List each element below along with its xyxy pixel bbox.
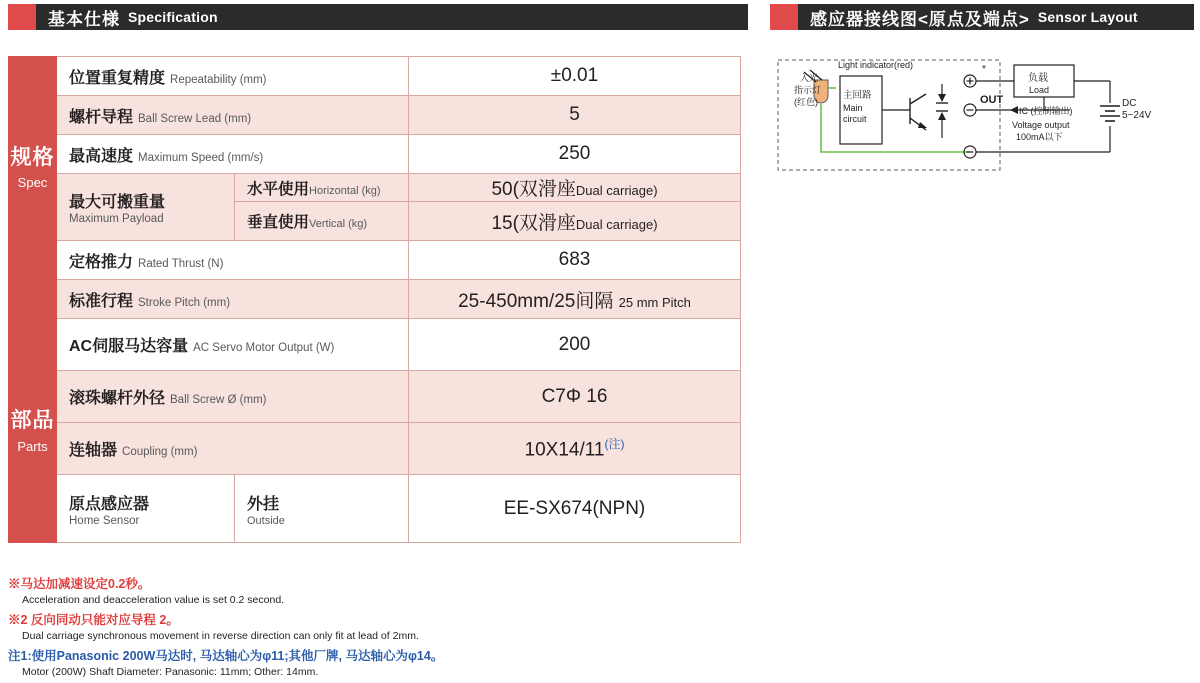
label-load-cn: 负载 <box>1028 73 1048 84</box>
label-cn: 定格推力 <box>69 253 134 271</box>
sensor-layout-diagram <box>770 48 1194 198</box>
value-main: 10X14/11 <box>524 439 605 461</box>
note-1-en: Acceleration and deacceleration value is set 0.2 second. <box>22 594 285 606</box>
diode-2 <box>938 112 946 120</box>
label-en: AC Servo Motor Output (W) <box>193 342 335 354</box>
group-label-en: Spec <box>17 175 48 191</box>
group-cell-spec <box>9 57 57 280</box>
value-payload-horizontal <box>409 174 741 202</box>
spec-header-title-cn: 基本仕様 <box>48 9 120 29</box>
sensor-section-header <box>770 4 1194 30</box>
value-maximum-speed: 250 <box>409 135 741 174</box>
note-3-en: Motor (200W) Shaft Diameter: Panasonic: 11mm; Other: 14mm. <box>22 666 319 678</box>
transistor-arrow <box>918 122 927 128</box>
label-en: Maximum Payload <box>69 213 164 225</box>
label-voltage-output: Voltage output <box>1012 120 1070 130</box>
label-light-indicator-cn2: 指示灯 <box>794 85 822 95</box>
group-cell-spec-continued <box>9 280 57 319</box>
value-ball-screw-lead: 5 <box>409 96 741 135</box>
row-label-coupling <box>57 423 409 475</box>
label-en: Maximum Speed (mm/s) <box>138 151 264 164</box>
table-row <box>9 241 741 280</box>
value-ac-servo-motor-output: 200 <box>409 319 741 371</box>
group-label-en: Parts <box>17 439 48 455</box>
note-2-cn: ※2 反向同动只能对应导程 2。 <box>8 613 179 627</box>
group-cell-parts <box>9 319 57 543</box>
label-en: Ball Screw Lead (mm) <box>138 112 252 125</box>
label-main-circuit-cn: 主回路 <box>843 90 872 101</box>
sensor-header-title-cn: 感应器接线图<原点及端点> <box>810 9 1030 29</box>
sensor-header-title-box <box>798 4 1194 30</box>
row-label-maximum-speed <box>57 135 409 174</box>
value-main: 50(双滑座 <box>491 179 576 200</box>
row-label-home-sensor <box>57 475 235 543</box>
label-cn: 连轴器 <box>69 442 118 459</box>
value-note-ref: (注) <box>604 437 625 452</box>
note-3-cn: 注1:使用Panasonic 200W马达时, 马达轴心为φ11;其他厂牌, 马达轴心为φ14。 <box>8 649 444 663</box>
value-stroke-pitch <box>409 280 741 319</box>
label-cn: 最大可搬重量 <box>69 194 166 211</box>
label-light-indicator-cn: 入光 <box>800 73 819 83</box>
sub-label-horizontal <box>235 174 409 202</box>
label-cn: 螺杆导程 <box>69 108 134 126</box>
value-payload-vertical <box>409 202 741 241</box>
spec-header-accent-bar <box>8 4 36 30</box>
table-row <box>9 475 741 543</box>
transistor-symbol <box>910 94 926 130</box>
row-label-repeatability <box>57 57 409 96</box>
sub-label-en: Vertical (kg) <box>309 218 368 230</box>
value-rated-thrust: 683 <box>409 241 741 280</box>
label-light-indicator-en: Light indicator(red) <box>838 60 914 70</box>
group-label-cn: 部品 <box>10 408 55 432</box>
sub-label-cn: 水平使用 <box>247 180 310 198</box>
label-current: 100mA以下 <box>1016 132 1063 142</box>
label-en: Stroke Pitch (mm) <box>138 296 231 309</box>
table-row <box>9 96 741 135</box>
sub-label-cn: 垂直使用 <box>247 214 310 231</box>
notes-block <box>8 570 738 678</box>
label-cn: 滚珠螺杆外径 <box>69 390 166 407</box>
value-main: 25-450mm/25间隔 <box>458 290 614 312</box>
label-cn: 原点感应器 <box>69 495 150 513</box>
table-row <box>9 135 741 174</box>
value-main: 15(双滑座 <box>491 212 576 234</box>
note-1-cn: ※马达加减速设定0.2秒。 <box>8 577 151 591</box>
label-en: Coupling (mm) <box>122 446 198 458</box>
row-label-ball-screw-lead <box>57 96 409 135</box>
row-label-rated-thrust <box>57 241 409 280</box>
spec-section-header <box>8 4 748 30</box>
label-en: Home Sensor <box>69 514 140 527</box>
row-label-maximum-payload <box>57 174 235 241</box>
sub-label-vertical <box>235 202 409 241</box>
label-cn: 最高速度 <box>69 147 134 165</box>
ic-arrow <box>1010 106 1018 114</box>
diode-1 <box>938 94 946 102</box>
label-star: * <box>982 64 986 75</box>
label-en: Repeatability (mm) <box>170 73 267 86</box>
value-coupling <box>409 423 741 475</box>
sub-label-en: Outside <box>247 514 285 527</box>
value-sub: Dual carriage) <box>575 183 658 198</box>
table-row <box>9 423 741 475</box>
spec-header-title-box <box>36 4 748 30</box>
label-dc-range: 5~24V <box>1122 110 1152 121</box>
row-label-ball-screw-diameter <box>57 371 409 423</box>
sub-label-en: Horizontal (kg) <box>309 184 381 197</box>
label-light-indicator-cn3: (红色) <box>794 97 818 107</box>
specification-table <box>8 56 741 543</box>
group-label-cn: 规格 <box>10 145 55 169</box>
sensor-header-accent-bar <box>770 4 798 30</box>
label-load-en: Load <box>1029 85 1050 95</box>
sensor-diagram-svg <box>770 48 1194 198</box>
value-sub: Dual carriage) <box>575 216 658 232</box>
sub-label-cn: 外挂 <box>247 495 280 513</box>
row-label-ac-servo-motor-output <box>57 319 409 371</box>
label-en: Ball Screw Ø (mm) <box>170 394 267 406</box>
note-2-en: Dual carriage synchronous movement in reverse direction can only fit at lead of 2mm. <box>22 630 419 642</box>
label-main-circuit-en2: circuit <box>843 114 867 124</box>
value-repeatability: ±0.01 <box>409 57 741 96</box>
label-cn: 标准行程 <box>69 292 134 310</box>
table-row <box>9 319 741 371</box>
label-en: Rated Thrust (N) <box>138 257 224 270</box>
label-out: OUT <box>980 94 1004 106</box>
row-label-stroke-pitch <box>57 280 409 319</box>
value-sub: 25 mm Pitch <box>618 294 691 310</box>
sub-label-outside <box>235 475 409 543</box>
value-ball-screw-diameter: C7Φ 16 <box>409 371 741 423</box>
label-dc: DC <box>1122 98 1137 109</box>
spec-header-title-en: Specification <box>128 9 218 25</box>
label-cn: 位置重复精度 <box>69 69 166 87</box>
table-row <box>9 174 741 202</box>
sensor-header-title-en: Sensor Layout <box>1037 9 1138 25</box>
label-main-circuit-en1: Main <box>843 103 863 113</box>
value-home-sensor: EE-SX674(NPN) <box>409 475 741 543</box>
table-row <box>9 371 741 423</box>
table-row <box>9 57 741 96</box>
table-row <box>9 280 741 319</box>
label-ic: IC (控制输出) <box>1019 106 1073 116</box>
label-cn: AC伺服马达容量 <box>69 338 189 355</box>
